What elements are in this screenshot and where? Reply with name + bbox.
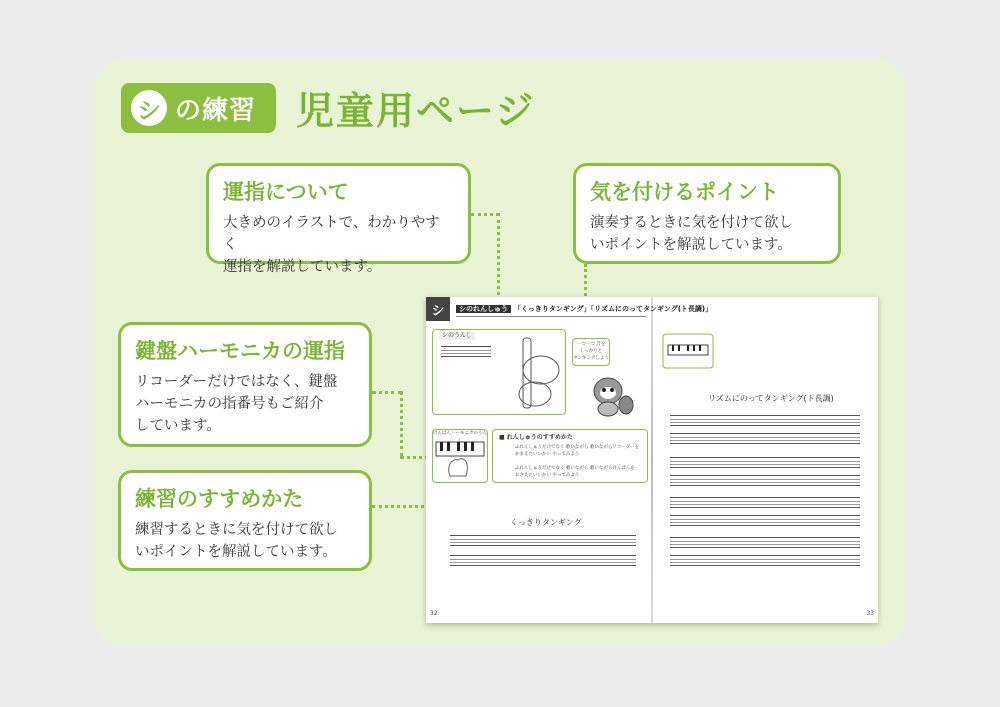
practice-box (492, 429, 648, 483)
callout-line: 演奏するときに気を付けて欲し (590, 215, 793, 231)
callout-line: いポイントを解説しています。 (135, 544, 337, 560)
music-staff (670, 555, 860, 566)
keyboard-box-title: けんばんハーモニカのうん (433, 431, 487, 436)
section-badge (121, 83, 276, 133)
callout-practice (118, 470, 372, 571)
practice-line: ふれんしゅうだけでなく 歌いながら 歌いながらけんばんを (515, 466, 635, 471)
mini-staff (441, 346, 491, 357)
callout-line: 運指を解説しています。 (223, 259, 382, 275)
fingering-box (432, 329, 566, 415)
point-line: 一つ一つ 音を (576, 342, 606, 347)
music-staff (670, 537, 860, 548)
page-title: 児童用ページ (296, 89, 536, 133)
textbook-spread (426, 297, 878, 623)
callout-title: 気を付けるポイント (590, 180, 779, 204)
lesson-title-text: 「くっきりタンギング」「リズムにのってタンギング(ト長調)」 (514, 305, 713, 313)
music-staff (670, 515, 860, 526)
connector-line (372, 391, 402, 394)
badge-glyph: シ (131, 90, 167, 126)
music-staff (670, 433, 860, 444)
music-staff (670, 415, 860, 426)
point-box (572, 338, 610, 366)
connector-line (471, 213, 499, 216)
point-line: タンギングしよう (573, 356, 609, 361)
callout-title: 鍵盤ハーモニカの運指 (135, 339, 345, 363)
callout-line: いポイントを解説しています。 (590, 237, 792, 253)
badge-label: の練習 (175, 95, 257, 126)
page-number-right: 33 (866, 610, 874, 617)
music-staff (450, 535, 636, 546)
practice-line: ふれんしゅうだけでなく 歌いながら 歌いながらリコーダーを (515, 445, 640, 450)
callout-keyboard (118, 322, 372, 447)
music-staff (670, 497, 860, 508)
raccoon-mascot (586, 371, 636, 417)
page-number-left: 32 (430, 610, 438, 617)
lesson-label: シのれんしゅう (456, 305, 511, 313)
callout-line: 大きめのイラストで、わかりやすく (223, 215, 440, 253)
connector-line (400, 391, 403, 457)
song-title-left: くっきりタンギング (510, 518, 582, 527)
callout-line: ハーモニカの指番号もご紹介 (135, 396, 324, 412)
callout-fingering (206, 163, 471, 275)
music-staff (450, 555, 636, 566)
practice-line: おさえたいいかい やってみよう (515, 473, 580, 478)
keyboard-illustration-right (662, 333, 714, 369)
lesson-title (456, 303, 713, 317)
callout-line: リコーダーだけではなく、鍵盤 (135, 374, 338, 390)
page-tag: シ (426, 297, 450, 321)
practice-line: かまえたいいかい やってみよう (515, 452, 580, 457)
point-line: しっかりと (579, 349, 603, 354)
fingering-box-title: シのうんし (439, 332, 475, 340)
recorder-illustration (495, 334, 563, 412)
song-title-right: リズムにのってタンギング(ト長調) (708, 394, 834, 403)
keyboard-illustration (436, 442, 484, 478)
book-gutter (651, 297, 653, 623)
callout-points (573, 163, 841, 264)
music-staff (670, 475, 860, 486)
callout-line: しています。 (135, 418, 221, 434)
music-staff (670, 457, 860, 468)
callout-title: 練習のすすめかた (135, 487, 304, 511)
callout-title: 運指について (223, 180, 349, 204)
keyboard-box (432, 429, 488, 483)
callout-line: 練習するときに気を付けて欲し (135, 522, 338, 538)
practice-title: ■ れんしゅうのすすめかた (499, 434, 573, 441)
